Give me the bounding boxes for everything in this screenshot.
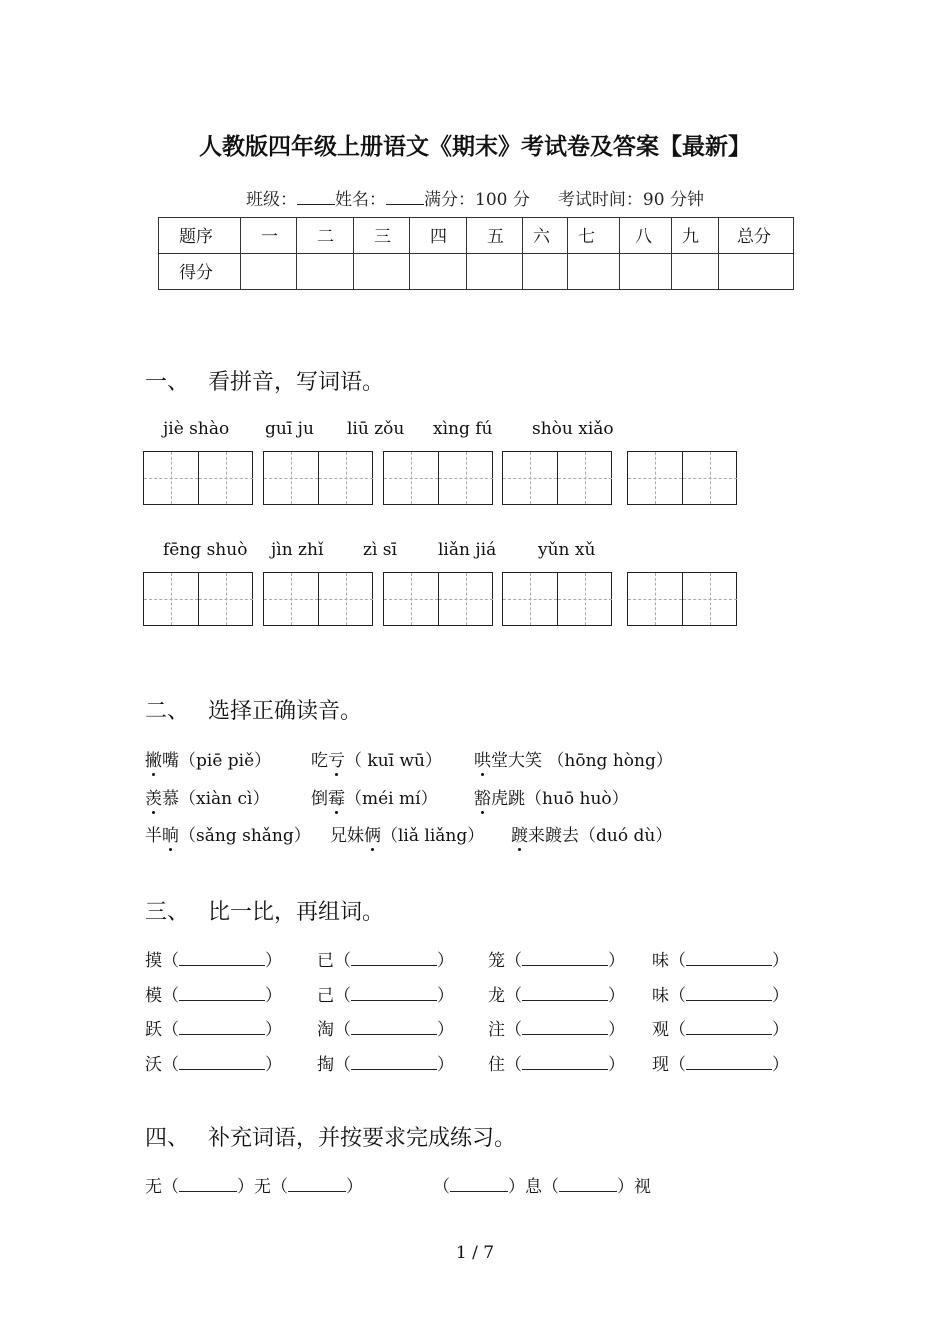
word-blank[interactable] (522, 1055, 608, 1070)
section-1-heading (145, 365, 384, 396)
pinyin-label: xìng fú (433, 419, 493, 439)
score-header-cell: 五 (467, 218, 523, 254)
writing-grid[interactable] (502, 451, 612, 505)
compare-char: 观 (652, 1020, 669, 1040)
word-blank[interactable] (351, 951, 437, 966)
idiom-blank[interactable] (288, 1177, 346, 1192)
char-cell[interactable] (264, 573, 319, 625)
section-title: 选择正确读音。 (208, 699, 363, 724)
full-score: 满分：100 分 (424, 190, 530, 210)
score-cell[interactable] (568, 254, 620, 290)
reading-item: 兄妹俩（liǎ liǎng） (330, 821, 484, 846)
pinyin-label: liǎn jiá (438, 540, 497, 560)
word-blank[interactable] (686, 986, 772, 1001)
writing-grid[interactable] (143, 572, 253, 626)
char-cell[interactable] (438, 452, 494, 504)
compare-char: 注 (488, 1020, 505, 1040)
score-cell[interactable] (523, 254, 568, 290)
word-blank[interactable] (522, 1020, 608, 1035)
pinyin-label: jìn zhǐ (271, 540, 324, 560)
pinyin-label: yǔn xǔ (538, 540, 596, 560)
idiom-blank[interactable] (450, 1177, 508, 1192)
char-cell[interactable] (557, 452, 613, 504)
section-title: 看拼音，写词语。 (208, 370, 385, 395)
section-number: 二、 (145, 699, 190, 724)
section-title: 补充词语，并按要求完成练习。 (208, 1126, 517, 1151)
idiom-blank[interactable] (559, 1177, 617, 1192)
writing-grid[interactable] (263, 572, 373, 626)
word-blank[interactable] (179, 1055, 265, 1070)
writing-grid[interactable] (627, 451, 737, 505)
score-header-cell: 八 (620, 218, 672, 254)
name-label: 姓名： (335, 190, 387, 210)
compare-char: 龙 (488, 986, 505, 1006)
score-header-cell: 二 (297, 218, 354, 254)
pinyin-label: liū zǒu (347, 419, 405, 439)
compare-char: 淘 (317, 1020, 334, 1040)
char-cell[interactable] (503, 573, 558, 625)
section-3-heading (145, 895, 384, 926)
writing-grid[interactable] (143, 451, 253, 505)
reading-item: 踱来踱去（duó dù） (511, 821, 672, 846)
compare-char: 摸 (145, 951, 162, 971)
compare-char: 笼 (488, 951, 505, 971)
char-cell[interactable] (384, 452, 439, 504)
reading-item: 豁虎跳（huō huò） (474, 784, 629, 809)
score-header-cell: 九 (672, 218, 719, 254)
score-cell[interactable] (467, 254, 523, 290)
char-cell[interactable] (198, 573, 254, 625)
score-header-cell: 七 (568, 218, 620, 254)
reading-item: 哄堂大笑 （hōng hòng） (474, 746, 673, 771)
section-4-heading (145, 1121, 516, 1152)
compare-char: 味 (652, 986, 669, 1006)
writing-grid[interactable] (502, 572, 612, 626)
score-header-cell: 六 (523, 218, 568, 254)
word-blank[interactable] (179, 986, 265, 1001)
idiom-line-1: 无（ ）无（ ） (145, 1177, 363, 1197)
char-cell[interactable] (144, 452, 199, 504)
char-cell[interactable] (682, 452, 738, 504)
char-cell[interactable] (503, 452, 558, 504)
class-blank[interactable] (297, 190, 335, 205)
word-blank[interactable] (351, 986, 437, 1001)
compare-char: 现 (652, 1055, 669, 1075)
word-blank[interactable] (686, 1055, 772, 1070)
score-header-cell: 三 (354, 218, 410, 254)
section-number: 一、 (145, 370, 190, 395)
pinyin-label: fēng shuò (163, 540, 248, 560)
char-cell[interactable] (198, 452, 254, 504)
score-table-score-row (159, 254, 794, 290)
score-cell[interactable] (719, 254, 794, 290)
score-cell[interactable] (410, 254, 467, 290)
writing-grid[interactable] (383, 572, 493, 626)
section-2-heading (145, 694, 362, 725)
pinyin-label: zì sī (363, 540, 397, 560)
score-cell[interactable] (241, 254, 297, 290)
compare-char: 沃 (145, 1055, 162, 1075)
writing-grid[interactable] (383, 451, 493, 505)
compare-item: 淘（ ） (317, 1020, 454, 1040)
word-blank[interactable] (351, 1055, 437, 1070)
score-table-header-row (159, 218, 794, 254)
exam-time: 考试时间：90 分钟 (557, 190, 704, 210)
compare-item: 味（ ） (652, 986, 789, 1006)
pinyin-label: jiè shào (163, 419, 230, 439)
score-header-cell: 题序 (159, 218, 241, 254)
compare-char: 模 (145, 986, 162, 1006)
writing-grid[interactable] (627, 572, 737, 626)
char-cell[interactable] (628, 573, 683, 625)
score-cell[interactable] (672, 254, 719, 290)
reading-item: 羡慕（xiàn cì） (145, 784, 269, 809)
compare-item: 味（ ） (652, 951, 789, 971)
char-cell[interactable] (438, 573, 494, 625)
compare-item: 沃（ ） (145, 1055, 282, 1075)
section-title: 比一比，再组词。 (208, 900, 385, 925)
idiom-line-2: （ ）息（ ）视 (433, 1177, 651, 1197)
char-cell[interactable] (682, 573, 738, 625)
compare-item: 己（ ） (317, 986, 454, 1006)
compare-char: 己 (317, 986, 334, 1006)
char-cell[interactable] (318, 573, 374, 625)
score-cell[interactable] (297, 254, 354, 290)
char-cell[interactable] (318, 452, 374, 504)
compare-item: 观（ ） (652, 1020, 789, 1040)
score-cell[interactable] (354, 254, 410, 290)
section-number: 三、 (145, 900, 190, 925)
word-blank[interactable] (686, 1020, 772, 1035)
char-cell[interactable] (628, 452, 683, 504)
section-number: 四、 (145, 1126, 190, 1151)
pinyin-label: guī ju (265, 419, 314, 439)
score-header-cell: 总分 (719, 218, 794, 254)
word-blank[interactable] (686, 951, 772, 966)
compare-item: 现（ ） (652, 1055, 789, 1075)
score-header-cell: 四 (410, 218, 467, 254)
compare-char: 掏 (317, 1055, 334, 1075)
class-label: 班级： (246, 190, 298, 210)
score-header-cell: 一 (241, 218, 297, 254)
compare-char: 已 (317, 951, 334, 971)
reading-item: 倒霉（méi mí） (311, 784, 438, 809)
idiom-blank[interactable] (179, 1177, 237, 1192)
word-blank[interactable] (522, 951, 608, 966)
score-table (158, 217, 794, 290)
exam-info (0, 185, 950, 210)
compare-item: 龙（ ） (488, 986, 625, 1006)
char-cell[interactable] (557, 573, 613, 625)
word-blank[interactable] (179, 1020, 265, 1035)
score-row-label: 得分 (159, 254, 241, 290)
reading-item: 吃亏（ kuī wū） (311, 746, 442, 771)
score-cell[interactable] (620, 254, 672, 290)
word-blank[interactable] (179, 951, 265, 966)
compare-char: 住 (488, 1055, 505, 1075)
compare-item: 跃（ ） (145, 1020, 282, 1040)
compare-item: 摸（ ） (145, 951, 282, 971)
compare-item: 已（ ） (317, 951, 454, 971)
compare-item: 注（ ） (488, 1020, 625, 1040)
word-blank[interactable] (522, 986, 608, 1001)
compare-item: 掏（ ） (317, 1055, 454, 1075)
page-title: 人教版四年级上册语文《期末》考试卷及答案【最新】 (199, 133, 751, 160)
compare-item: 模（ ） (145, 986, 282, 1006)
compare-item: 笼（ ） (488, 951, 625, 971)
compare-item: 住（ ） (488, 1055, 625, 1075)
compare-char: 味 (652, 951, 669, 971)
name-blank[interactable] (386, 190, 424, 205)
reading-item: 撇嘴（piē piě） (145, 746, 271, 771)
char-cell[interactable] (264, 452, 319, 504)
char-cell[interactable] (144, 573, 199, 625)
page-number: 1 / 7 (455, 1243, 495, 1263)
char-cell[interactable] (384, 573, 439, 625)
writing-grid[interactable] (263, 451, 373, 505)
compare-char: 跃 (145, 1020, 162, 1040)
reading-item: 半晌（sǎng shǎng） (145, 821, 311, 846)
pinyin-label: shòu xiǎo (532, 419, 614, 439)
word-blank[interactable] (351, 1020, 437, 1035)
